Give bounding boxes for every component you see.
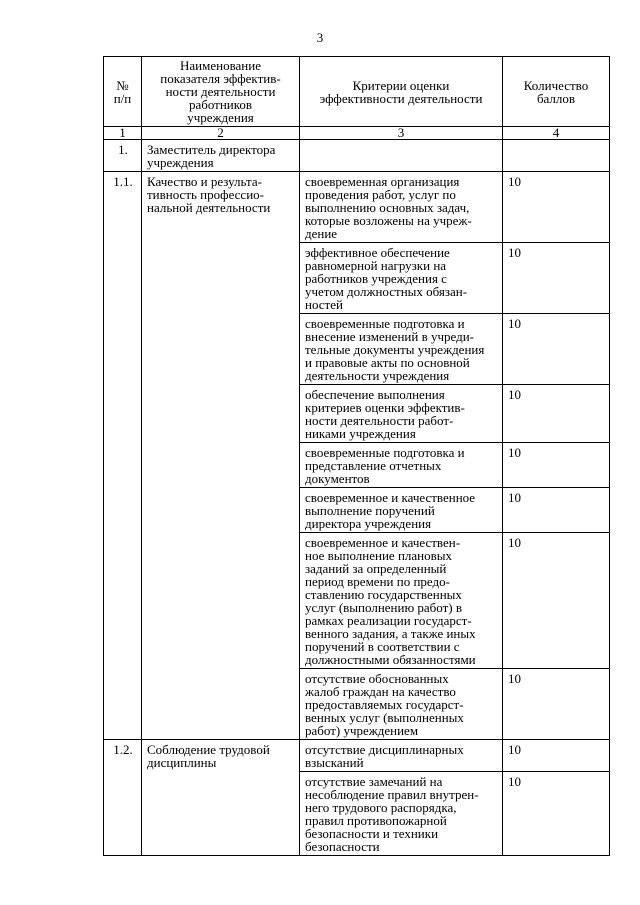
score-value: 10 xyxy=(503,243,610,314)
table-header-row xyxy=(104,57,610,127)
score-value: 10 xyxy=(503,488,610,533)
column-number: 2 xyxy=(142,127,300,140)
criterion-text: обеспечение выполнения критериев оценки эффектив- ности деятельности работ- никами учреждения xyxy=(300,385,503,443)
criterion-text: отсутствие дисциплинарных взысканий xyxy=(300,740,503,772)
score-value: 10 xyxy=(503,533,610,669)
criterion-text: отсутствие замечаний на несоблюдение правил внутрен- него трудового распорядка, правил противопожарной безопасности и техники безопасности xyxy=(300,772,503,856)
indicator-number: 1.2. xyxy=(104,740,142,856)
criterion-text: своевременные подготовка и представление отчетных документов xyxy=(300,443,503,488)
column-number: 4 xyxy=(503,127,610,140)
column-number: 1 xyxy=(104,127,142,140)
criterion-text: своевременное и качественное выполнение поручений директора учреждения xyxy=(300,488,503,533)
criterion-text: своевременная организация проведения работ, услуг по выполнению основных задач, которые возложены на учреж- дение xyxy=(300,172,503,243)
criterion-text: отсутствие обоснованных жалоб граждан на качество предоставляемых государст- венных услуг (выполненных работ) учреждением xyxy=(300,669,503,740)
column-number: 3 xyxy=(300,127,503,140)
header-number: № п/п xyxy=(104,57,142,127)
score-value: 10 xyxy=(503,740,610,772)
section-empty-cell xyxy=(300,140,503,172)
score-value: 10 xyxy=(503,443,610,488)
indicator-name: Качество и результа- тивность профессио- нальной деятельности xyxy=(142,172,300,740)
score-value: 10 xyxy=(503,314,610,385)
score-value: 10 xyxy=(503,385,610,443)
section-number: 1. xyxy=(104,140,142,172)
table-row xyxy=(104,172,610,243)
header-criteria: Критерии оценки эффективности деятельности xyxy=(300,57,503,127)
criterion-text: своевременное и качествен- ное выполнение плановых заданий за определенный период времени по предо- ставлению государственных услуг (выполнению работ) в рамках реализации государст- венного задания, а также иных поручений в соответствии с должностными обязанностями xyxy=(300,533,503,669)
table-row xyxy=(104,740,610,772)
column-numbers-row xyxy=(104,127,610,140)
header-score: Количество баллов xyxy=(503,57,610,127)
score-value: 10 xyxy=(503,172,610,243)
indicator-number: 1.1. xyxy=(104,172,142,740)
section-row xyxy=(104,140,610,172)
score-value: 10 xyxy=(503,772,610,856)
criterion-text: своевременные подготовка и внесение изменений в учреди- тельные документы учреждения и правовые акты по основной деятельности учреждения xyxy=(300,314,503,385)
section-empty-cell xyxy=(503,140,610,172)
score-value: 10 xyxy=(503,669,610,740)
indicator-name: Соблюдение трудовой дисциплины xyxy=(142,740,300,856)
page-number: 3 xyxy=(316,30,324,45)
section-title: Заместитель директора учреждения xyxy=(142,140,300,172)
header-indicator: Наименование показателя эффектив- ности деятельности работников учреждения xyxy=(142,57,300,127)
criterion-text: эффективное обеспечение равномерной нагрузки на работников учреждения с учетом должностных обязан- ностей xyxy=(300,243,503,314)
criteria-table xyxy=(103,56,610,856)
